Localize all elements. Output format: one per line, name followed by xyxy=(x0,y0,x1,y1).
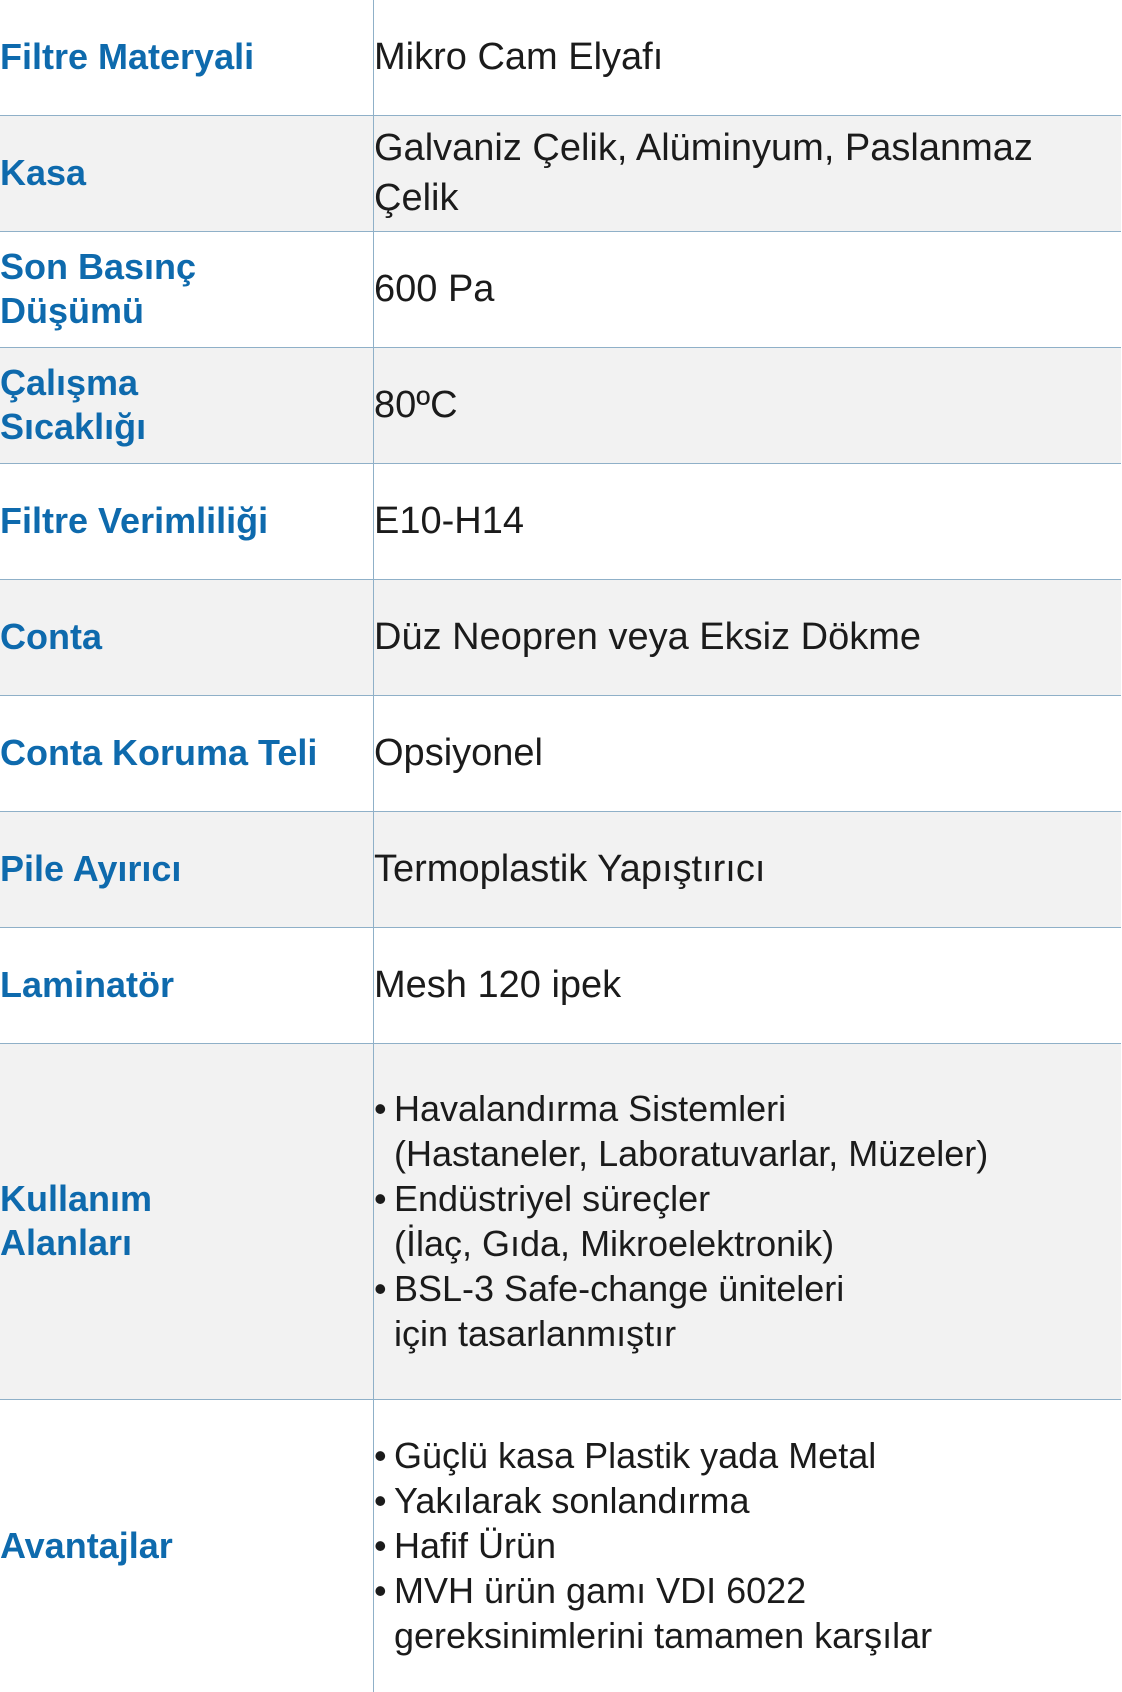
bullet-icon: • xyxy=(374,1480,387,1522)
row-label: Laminatör xyxy=(0,927,374,1043)
row-label: Filtre Materyali xyxy=(0,0,374,115)
list-item-subtext: gereksinimlerini tamamen karşılar xyxy=(394,1615,933,1657)
row-label: Son Basınç Düşümü xyxy=(0,231,374,347)
table-row xyxy=(0,115,1121,231)
table-row xyxy=(0,1043,1121,1399)
table-row xyxy=(0,347,1121,463)
row-label: Kasa xyxy=(0,115,374,231)
list-item-subtext: için tasarlanmıştır xyxy=(394,1313,677,1354)
table-row xyxy=(0,579,1121,695)
bullet-icon: • xyxy=(374,1178,387,1219)
row-value: 80ºC xyxy=(374,347,1122,463)
row-label: Conta Koruma Teli xyxy=(0,695,374,811)
list-item xyxy=(374,1523,1121,1568)
table-row xyxy=(0,811,1121,927)
bullet-icon: • xyxy=(374,1570,387,1612)
usage-list xyxy=(374,1086,1121,1356)
table-row xyxy=(0,0,1121,115)
list-item-subtext: (Hastaneler, Laboratuvarlar, Müzeler) xyxy=(394,1133,989,1174)
bullet-icon: • xyxy=(374,1435,387,1477)
table-row xyxy=(0,463,1121,579)
list-item-text: Yakılarak sonlandırma xyxy=(394,1480,750,1522)
row-value: Düz Neopren veya Eksiz Dökme xyxy=(374,579,1122,695)
row-label: Conta xyxy=(0,579,374,695)
usage-list-cell xyxy=(374,1043,1122,1399)
list-item xyxy=(374,1478,1121,1523)
advantages-list xyxy=(374,1433,1121,1658)
list-item xyxy=(374,1266,1121,1356)
table-row xyxy=(0,231,1121,347)
table-row xyxy=(0,1399,1121,1692)
list-item xyxy=(374,1568,1121,1658)
row-value: Mesh 120 ipek xyxy=(374,927,1122,1043)
row-value: Opsiyonel xyxy=(374,695,1122,811)
advantages-list-cell xyxy=(374,1399,1122,1692)
table-row xyxy=(0,927,1121,1043)
list-item-text: Güçlü kasa Plastik yada Metal xyxy=(394,1435,877,1477)
row-value: E10-H14 xyxy=(374,463,1122,579)
usage-label: Kullanım Alanları xyxy=(0,1043,374,1399)
list-item xyxy=(374,1433,1121,1478)
row-label: Çalışma Sıcaklığı xyxy=(0,347,374,463)
row-value: 600 Pa xyxy=(374,231,1122,347)
list-item-text: Endüstriyel süreçler xyxy=(394,1178,711,1219)
list-item-text: Hafif Ürün xyxy=(394,1525,557,1567)
list-item xyxy=(374,1086,1121,1176)
list-item xyxy=(374,1176,1121,1266)
list-item-text: BSL-3 Safe-change üniteleri xyxy=(394,1268,845,1309)
row-value: Galvaniz Çelik, Alüminyum, Paslanmaz Çelik xyxy=(374,115,1122,231)
advantages-label: Avantajlar xyxy=(0,1399,374,1692)
row-value: Mikro Cam Elyafı xyxy=(374,0,1122,115)
bullet-icon: • xyxy=(374,1525,387,1567)
row-value: Termoplastik Yapıştırıcı xyxy=(374,811,1122,927)
list-item-subtext: (İlaç, Gıda, Mikroelektronik) xyxy=(394,1223,835,1264)
table-row xyxy=(0,695,1121,811)
bullet-icon: • xyxy=(374,1088,387,1129)
row-label: Pile Ayırıcı xyxy=(0,811,374,927)
bullet-icon: • xyxy=(374,1268,387,1309)
row-label: Filtre Verimliliği xyxy=(0,463,374,579)
list-item-text: Havalandırma Sistemleri xyxy=(394,1088,787,1129)
list-item-text: MVH ürün gamı VDI 6022 xyxy=(394,1570,807,1612)
